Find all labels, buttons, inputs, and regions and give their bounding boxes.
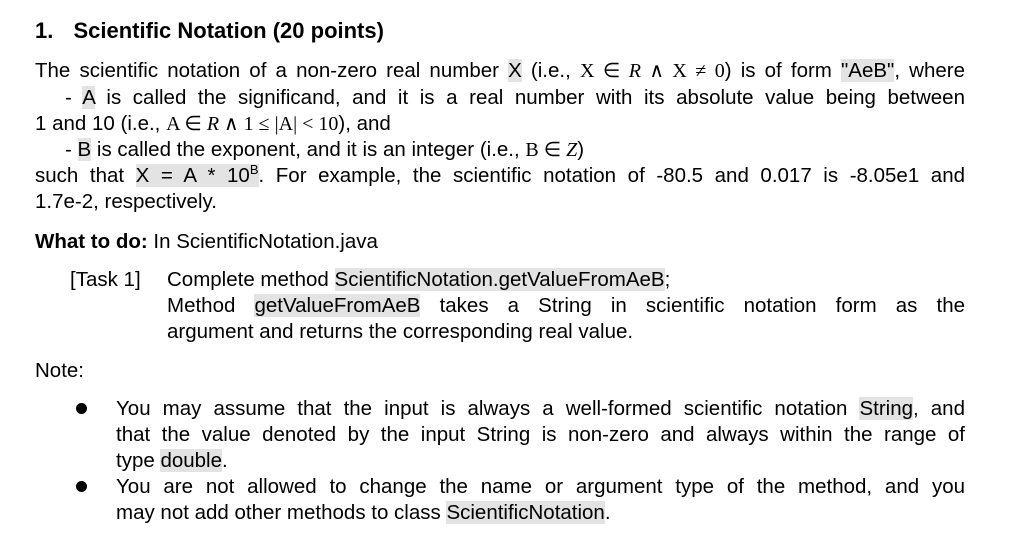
task-line-3: argument and returns the corresponding real value. — [167, 320, 634, 343]
note-bullet-1-line-2: that the value denoted by the input String is non-zero and always within the range of — [116, 423, 965, 446]
intro-line-5: such that $X = A * 10^B$. For example, the scientific notation of -80.5 and 0.017 is -8.05e1 and — [35, 162, 966, 187]
bullet-icon — [76, 403, 87, 414]
highlight-string: String — [859, 397, 914, 420]
task-line-2: Method getValueFromAeB takes a String in scientific notation form as the — [167, 294, 965, 317]
highlight-class-name: ScientificNotation — [446, 501, 605, 524]
section-number: 1. — [35, 18, 54, 43]
task-tag: [Task 1] — [70, 268, 141, 291]
note-bullet-2-line-2: may not add other methods to class ScientificNotation. — [116, 501, 611, 524]
intro-line-3: 1 and 10 (i.e., A ∈ R ∧ 1 ≤ |A| < 10), and — [35, 112, 391, 135]
intro-line-4: - B is called the exponent, and it is an integer (i.e., B ∈ Z) — [65, 138, 585, 161]
highlight-a: A — [82, 86, 95, 109]
section-title: Scientific Notation (20 points) — [73, 18, 384, 43]
highlight-method-full: ScientificNotation.getValueFromAeB — [334, 268, 665, 291]
highlight-aeb: "AeB" — [841, 59, 895, 82]
note-bullet-1-line-1: You may assume that the input is always a well-formed scientific notation String, and — [116, 397, 965, 420]
intro-line-1: The scientific notation of a non-zero real number X (i.e., X ∈ R ∧ X ≠ 0) is of form "AeB", where — [35, 59, 965, 82]
note-label: Note: — [35, 359, 84, 382]
what-to-do-label: What to do: — [35, 230, 148, 253]
highlight-method: getValueFromAeB — [254, 294, 421, 317]
intro-line-2: - A is called the significand, and it is a real number with its absolute value being between — [65, 86, 965, 109]
highlight-double: double — [160, 449, 223, 472]
highlight-formula: $X = A * 10^B$ — [135, 162, 259, 187]
highlight-x: X — [508, 59, 522, 82]
what-to-do — [35, 229, 378, 255]
intro-line-6: 1.7e-2, respectively. — [35, 190, 217, 213]
note-bullet-2-line-1: You are not allowed to change the name or argument type of the method, and you — [116, 475, 965, 498]
task-line-1: Complete method ScientificNotation.getValueFromAeB; — [167, 268, 671, 291]
highlight-b: B — [77, 138, 92, 161]
section-heading — [35, 18, 384, 44]
what-to-do-text: In ScientificNotation.java — [147, 230, 378, 253]
note-bullet-1-line-3: type double. — [116, 449, 228, 472]
bullet-icon — [76, 481, 87, 492]
